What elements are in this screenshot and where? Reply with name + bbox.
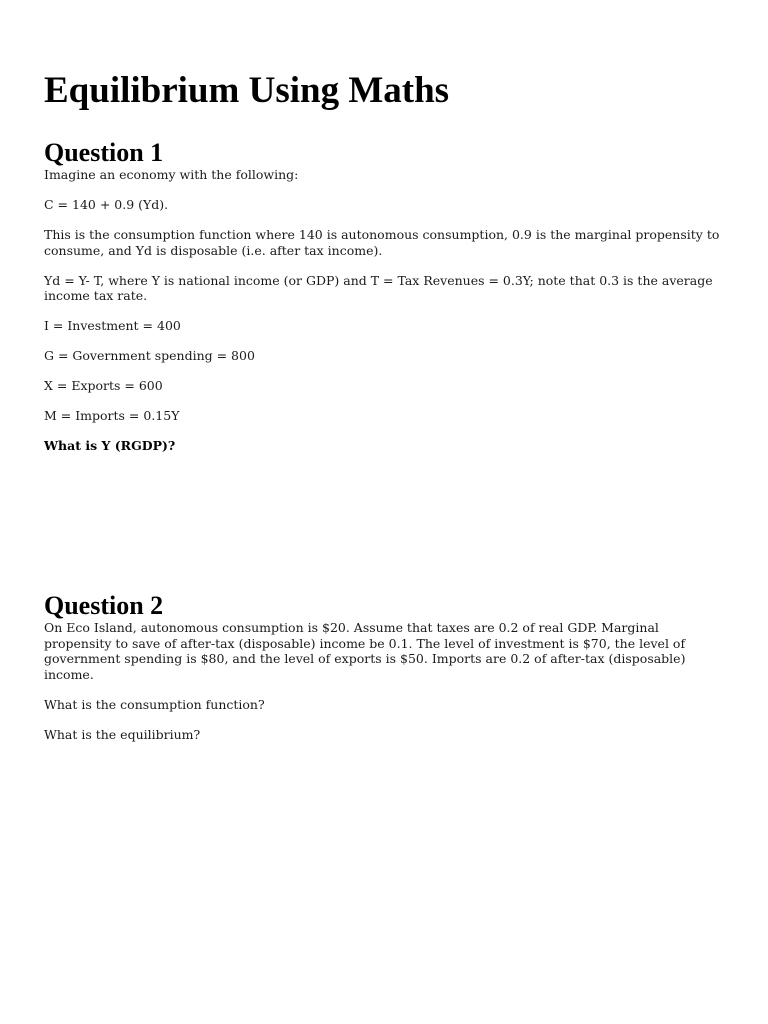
exports-value: X = Exports = 600 [44, 378, 163, 393]
question-1-prompt: What is Y (RGDP)? [44, 438, 176, 453]
document-title: Equilibrium Using Maths [44, 70, 450, 111]
consumption-equation: C = 140 + 0.9 (Yd). [44, 197, 169, 212]
disposable-income-definition: Yd = Y- T, where Y is national income (or GDP) and T = Tax Revenues = 0.3Y; note that 0.3 is the average income tax rate. [44, 272, 713, 303]
government-spending-value: G = Government spending = 800 [44, 348, 255, 363]
question-2-heading: Question 2 [44, 591, 164, 620]
question-1-section [44, 139, 724, 454]
imports-value: M = Imports = 0.15Y [44, 408, 180, 423]
question-2-prompt-consumption: What is the consumption function? [44, 696, 265, 712]
question-1-heading: Question 1 [44, 138, 164, 167]
question-2-body: On Eco Island, autonomous consumption is $20. Assume that taxes are 0.2 of real GDP. Marginal propensity to save of after-tax (disposable) income be 0.1. The level of investment is $70, the level of government spending is $80, and the level of exports is $50. Imports are 0.2 of after-tax (disposable) income. [44, 620, 686, 682]
consumption-explanation: This is the consumption function where 140 is autonomous consumption, 0.9 is the marginal propensity to consume, and Yd is disposable (i.e. after tax income). [44, 227, 720, 258]
investment-value: I = Investment = 400 [44, 318, 181, 333]
question-1-intro: Imagine an economy with the following: [44, 167, 299, 182]
question-2-section [44, 592, 724, 742]
question-2-prompt-equilibrium: What is the equilibrium? [44, 726, 201, 742]
